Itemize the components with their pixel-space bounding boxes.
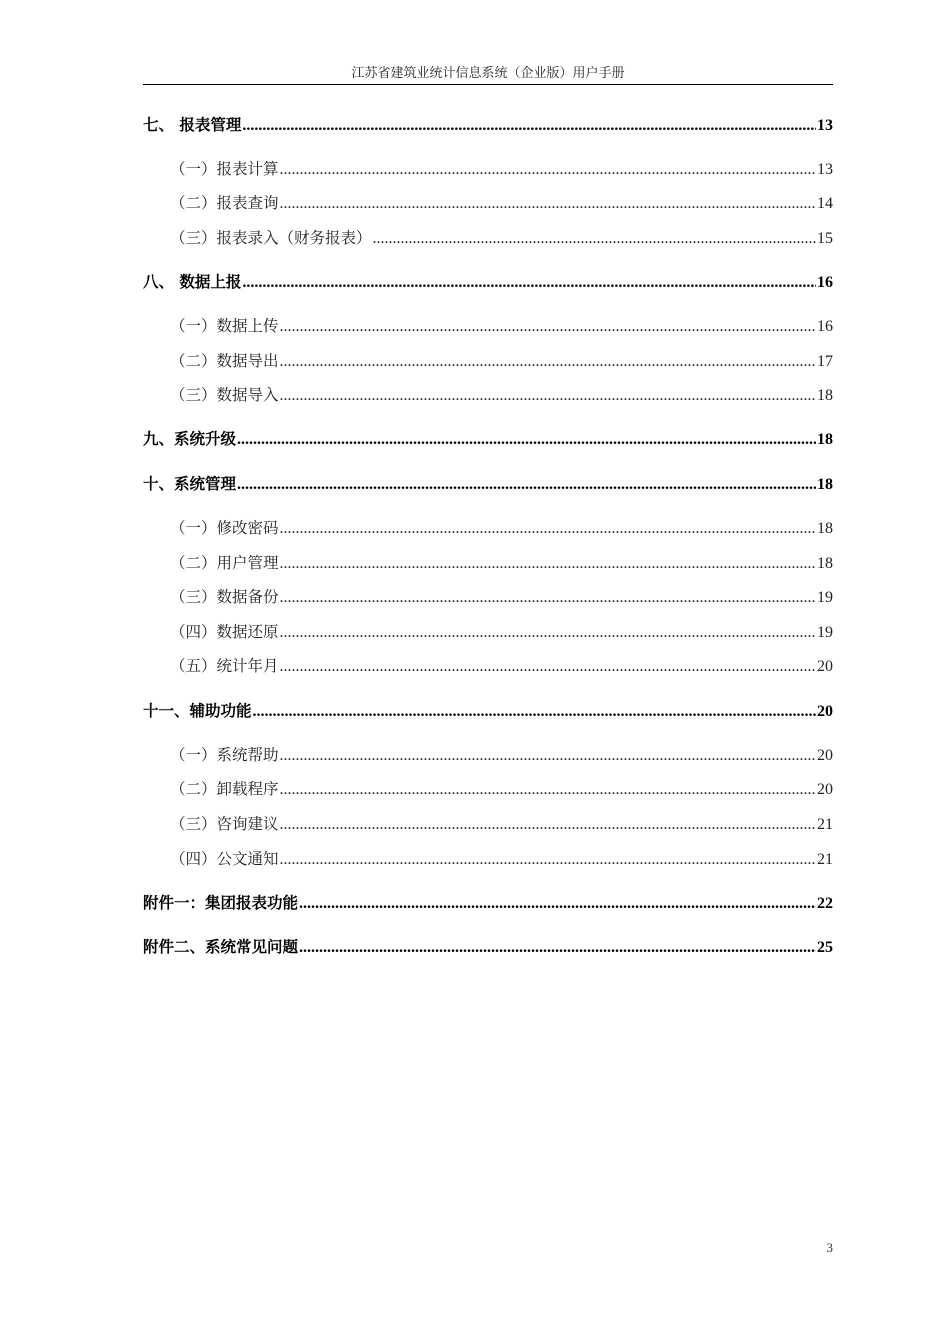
- toc-leader-dots: [280, 353, 816, 371]
- toc-entry-label: （四）公文通知: [170, 850, 279, 868]
- toc-leader-dots: [280, 387, 816, 405]
- toc-entry-chapter[interactable]: [143, 427, 833, 449]
- toc-entry-label: （四）数据还原: [170, 623, 279, 641]
- toc-entry-label: 十、系统管理: [143, 475, 237, 493]
- toc-entry-page: 18: [817, 431, 833, 448]
- toc-leader-dots: [280, 555, 816, 573]
- toc-entry-page: 18: [817, 476, 833, 493]
- toc-entry-label: （二）用户管理: [170, 554, 279, 572]
- toc-entry-section[interactable]: [143, 349, 833, 371]
- toc-entry-section[interactable]: [143, 743, 833, 765]
- toc-entry-section[interactable]: [143, 226, 833, 248]
- toc-entry-label: （一）系统帮助: [170, 746, 279, 764]
- toc-entry-section[interactable]: [143, 314, 833, 336]
- toc-entry-page: 21: [817, 851, 833, 868]
- toc-entry-label: （二）数据导出: [170, 352, 279, 370]
- toc-entry-page: 15: [817, 230, 833, 247]
- toc-entry-chapter[interactable]: [143, 270, 833, 292]
- toc-entry-label: 十一、辅助功能: [143, 702, 252, 720]
- toc-entry-label: （一）数据上传: [170, 317, 279, 335]
- toc-entry-page: 18: [817, 555, 833, 572]
- toc-entry-page: 13: [817, 117, 833, 134]
- toc-entry-chapter[interactable]: [143, 113, 833, 135]
- toc-entry-label: 附件二、系统常见问题: [143, 938, 299, 956]
- toc-entry-label: （三）咨询建议: [170, 815, 279, 833]
- toc-entry-section[interactable]: [143, 551, 833, 573]
- toc-entry-section[interactable]: [143, 777, 833, 799]
- toc-entry-page: 17: [817, 353, 833, 370]
- toc-entry-chapter[interactable]: [143, 891, 833, 913]
- toc-leader-dots: [242, 274, 816, 292]
- toc-entry-page: 14: [817, 195, 833, 212]
- toc-entry-section[interactable]: [143, 191, 833, 213]
- toc-leader-dots: [280, 781, 816, 799]
- toc-entry-section[interactable]: [143, 847, 833, 869]
- toc-leader-dots: [280, 161, 816, 179]
- toc-entry-section[interactable]: [143, 383, 833, 405]
- toc-leader-dots: [280, 624, 816, 642]
- toc-entry-section[interactable]: [143, 157, 833, 179]
- toc-leader-dots: [280, 658, 816, 676]
- toc-entry-label: （一）报表计算: [170, 160, 279, 178]
- toc-entry-page: 19: [817, 624, 833, 641]
- toc-entry-label: 附件一：集团报表功能: [143, 894, 299, 912]
- toc-leader-dots: [280, 195, 816, 213]
- toc-entry-section[interactable]: [143, 620, 833, 642]
- toc-leader-dots: [299, 939, 816, 957]
- toc-entry-chapter[interactable]: [143, 472, 833, 494]
- toc-entry-section[interactable]: [143, 585, 833, 607]
- toc-entry-label: （三）报表录入（财务报表）: [170, 229, 372, 247]
- toc-leader-dots: [280, 747, 816, 765]
- toc-leader-dots: [373, 230, 816, 248]
- toc-entry-label: 八、 数据上报: [143, 273, 242, 291]
- toc-entry-page: 21: [817, 816, 833, 833]
- toc-entry-chapter[interactable]: [143, 935, 833, 957]
- toc-entry-page: 18: [817, 520, 833, 537]
- toc-entry-label: （三）数据备份: [170, 588, 279, 606]
- toc-entry-page: 25: [817, 939, 833, 956]
- toc-entry-chapter[interactable]: [143, 699, 833, 721]
- toc-entry-section[interactable]: [143, 654, 833, 676]
- toc-entry-label: 七、 报表管理: [143, 116, 242, 134]
- toc-entry-page: 13: [817, 161, 833, 178]
- toc-leader-dots: [299, 895, 816, 913]
- toc-entry-label: （一）修改密码: [170, 519, 279, 537]
- toc-entry-page: 20: [817, 658, 833, 675]
- page-number: 3: [826, 1240, 833, 1255]
- toc-leader-dots: [280, 851, 816, 869]
- toc-entry-section[interactable]: [143, 812, 833, 834]
- toc-entry-label: （二）卸载程序: [170, 780, 279, 798]
- toc-entry-page: 20: [817, 781, 833, 798]
- toc-entry-label: （二）报表查询: [170, 194, 279, 212]
- toc-leader-dots: [242, 117, 816, 135]
- toc-entry-label: （五）统计年月: [170, 657, 279, 675]
- toc-entry-page: 22: [817, 895, 833, 912]
- toc-entry-page: 16: [817, 274, 833, 291]
- toc-leader-dots: [280, 589, 816, 607]
- header-rule: [143, 84, 833, 85]
- toc-leader-dots: [237, 476, 816, 494]
- toc-leader-dots: [280, 816, 816, 834]
- toc-entry-page: 16: [817, 318, 833, 335]
- toc-leader-dots: [253, 703, 816, 721]
- toc-entry-page: 19: [817, 589, 833, 606]
- toc-entry-page: 20: [817, 703, 833, 720]
- toc-entry-label: （三）数据导入: [170, 386, 279, 404]
- toc-leader-dots: [280, 318, 816, 336]
- toc-entry-page: 18: [817, 387, 833, 404]
- toc-leader-dots: [237, 431, 816, 449]
- toc-leader-dots: [280, 520, 816, 538]
- toc-entry-label: 九、系统升级: [143, 430, 237, 448]
- toc-entry-section[interactable]: [143, 516, 833, 538]
- toc-entry-page: 20: [817, 747, 833, 764]
- running-header: 江苏省建筑业统计信息系统（企业版）用户手册: [351, 66, 625, 81]
